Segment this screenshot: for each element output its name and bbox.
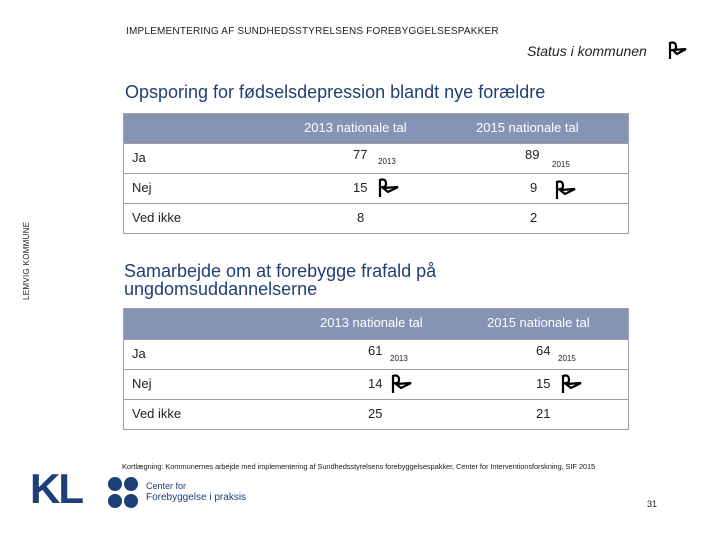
kl-logo: KL [30, 465, 82, 512]
flag-icon [390, 373, 414, 395]
flag-icon [667, 40, 689, 60]
table-row: Nej 15 9 [124, 173, 628, 203]
table-row: Ved ikke 8 2 [124, 203, 628, 233]
top-title: IMPLEMENTERING AF SUNDHEDSSTYRELSENS FOREBYGGELSESPAKKER [126, 26, 499, 37]
clover-logo-icon [106, 476, 140, 510]
table-2 [123, 308, 629, 430]
table-row: Ja 77 2013 89 2015 [124, 143, 628, 173]
section1-title: Opsporing for fødselsdepression blandt nye forældre [125, 82, 546, 102]
table-row: Ja 61 2013 64 2015 [124, 339, 628, 369]
flag-icon [560, 373, 584, 395]
cfp-logo-text: Center for Forebyggelse i praksis [146, 481, 247, 503]
section2-title: Samarbejde om at forebygge frafald på ungdomsuddannelserne [124, 261, 437, 299]
table-row: Ved ikke 25 21 [124, 399, 628, 429]
col-2015: 2015 nationale tal [487, 315, 590, 330]
municipality-label: LEMVIG KOMMUNE [22, 221, 31, 300]
col-2013: 2013 nationale tal [304, 120, 407, 135]
page-number: 31 [647, 499, 658, 509]
table-row: Nej 14 15 [124, 369, 628, 399]
flag-icon [377, 177, 401, 199]
flag-icon [554, 179, 578, 201]
table-1 [123, 113, 629, 234]
status-label: Status i kommunen [527, 43, 647, 59]
source-note: Kortlægning: Kommunernes arbejde med implementering af Sundhedsstyrelsens forebyggelsespakker, Center for Interventionsforskning, SIF 2015 [122, 462, 596, 471]
col-2015: 2015 nationale tal [476, 120, 579, 135]
col-2013: 2013 nationale tal [320, 315, 423, 330]
